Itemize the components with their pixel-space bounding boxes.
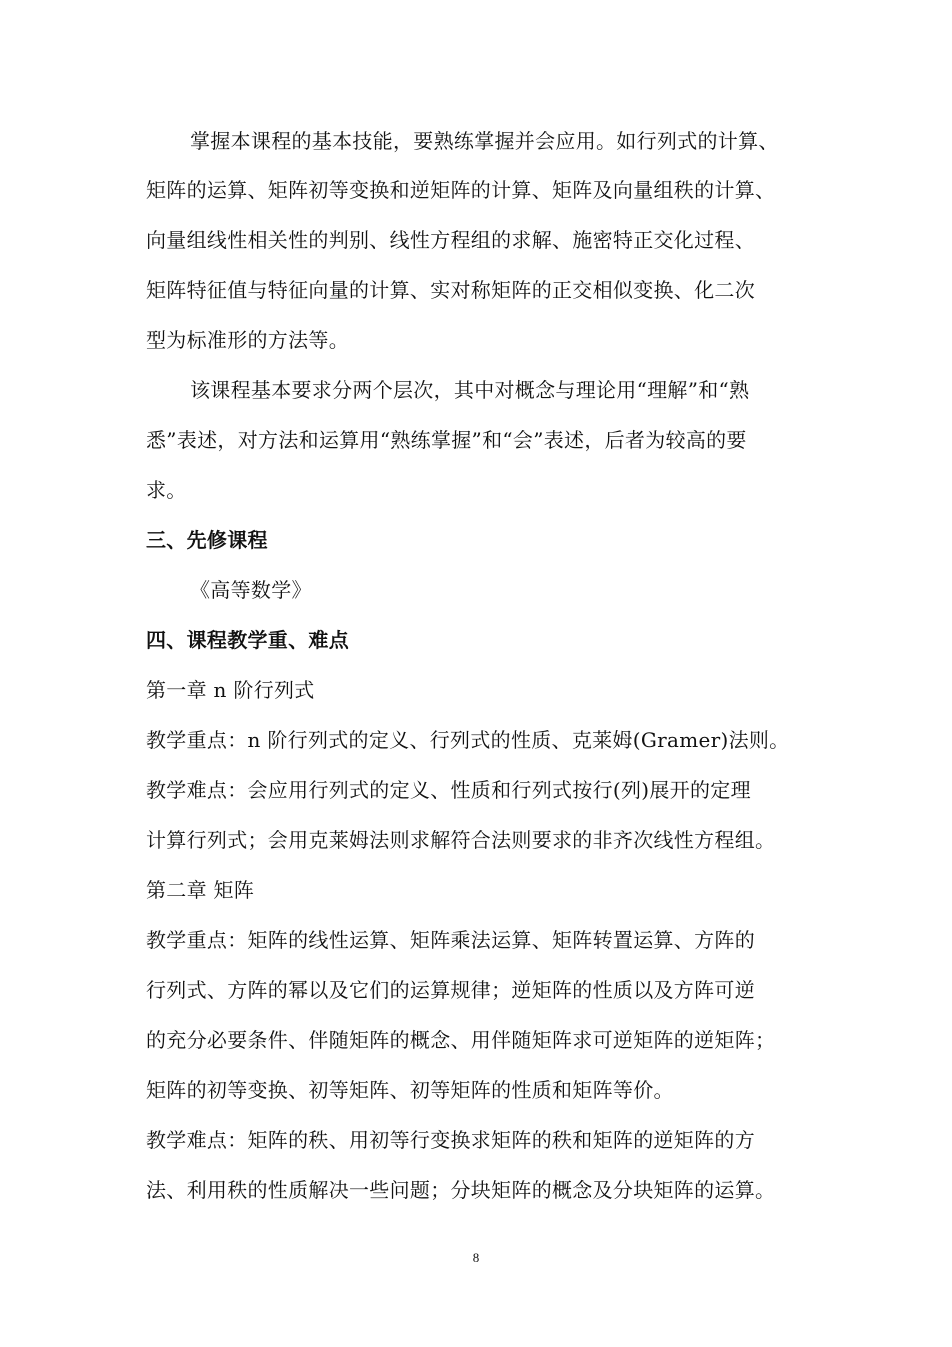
levels-paragraph-line-2: 悉”表述，对方法和运算用“熟练掌握”和“会”表述，后者为较高的要: [146, 428, 747, 452]
chapter-1-difficulties-line-2: 计算行列式；会用克莱姆法则求解符合法则要求的非齐次线性方程组。: [146, 828, 776, 852]
skills-paragraph-line-5: 型为标准形的方法等。: [146, 328, 349, 352]
chapter-1-title: 第一章 n 阶行列式: [146, 678, 315, 702]
skills-paragraph-line-2: 矩阵的运算、矩阵初等变换和逆矩阵的计算、矩阵及向量组秩的计算、: [146, 178, 776, 202]
chapter-2-difficulties-line-1: 教学难点：矩阵的秩、用初等行变换求矩阵的秩和矩阵的逆矩阵的方: [146, 1128, 755, 1152]
chapter-2-key-points-line-1: 教学重点：矩阵的线性运算、矩阵乘法运算、矩阵转置运算、方阵的: [146, 928, 755, 952]
skills-paragraph-line-3: 向量组线性相关性的判别、线性方程组的求解、施密特正交化过程、: [146, 228, 755, 252]
section-3-heading: 三、先修课程: [146, 528, 268, 552]
page-number: 8: [472, 1250, 480, 1265]
skills-paragraph-line-1: 掌握本课程的基本技能，要熟练掌握并会应用。如行列式的计算、: [190, 129, 779, 153]
chapter-2-title: 第二章 矩阵: [146, 878, 255, 902]
chapter-1-key-points: 教学重点：n 阶行列式的定义、行列式的性质、克莱姆(Gramer)法则。: [146, 728, 790, 752]
levels-paragraph-line-3: 求。: [146, 478, 187, 502]
prerequisite-course: 《高等数学》: [190, 578, 312, 602]
chapter-1-difficulties-line-1: 教学难点：会应用行列式的定义、性质和行列式按行(列)展开的定理: [146, 778, 751, 802]
levels-paragraph-line-1: 该课程基本要求分两个层次，其中对概念与理论用“理解”和“熟: [190, 378, 750, 402]
chapter-2-key-points-line-2: 行列式、方阵的幂以及它们的运算规律；逆矩阵的性质以及方阵可逆: [146, 978, 755, 1002]
skills-paragraph-line-4: 矩阵特征值与特征向量的计算、实对称矩阵的正交相似变换、化二次: [146, 278, 755, 302]
chapter-2-difficulties-line-2: 法、利用秩的性质解决一些问题；分块矩阵的概念及分块矩阵的运算。: [146, 1178, 776, 1202]
chapter-2-key-points-line-3: 的充分必要条件、伴随矩阵的概念、用伴随矩阵求可逆矩阵的逆矩阵；: [146, 1028, 776, 1052]
chapter-2-key-points-line-4: 矩阵的初等变换、初等矩阵、初等矩阵的性质和矩阵等价。: [146, 1078, 674, 1102]
section-4-heading: 四、课程教学重、难点: [146, 628, 349, 652]
